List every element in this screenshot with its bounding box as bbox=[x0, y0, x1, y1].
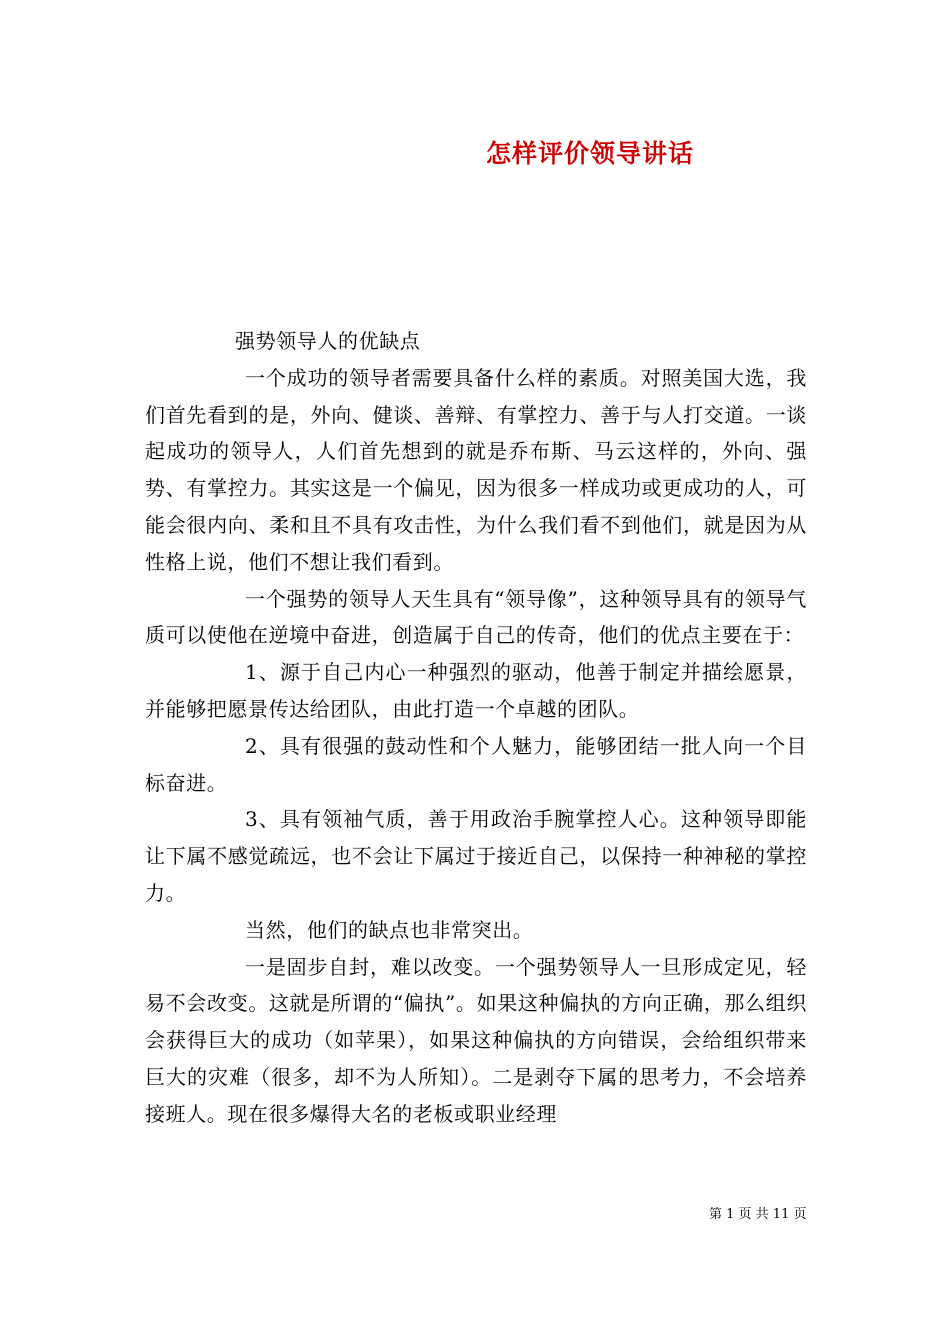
document-body bbox=[145, 323, 807, 1133]
section-heading: 强势领导人的优缺点 bbox=[235, 329, 421, 353]
list-item: 3、具有领袖气质，善于用政治手腕掌控人心。这种领导即能让下属不感觉疏远，也不会让下属过于接近自己，以保持一种神秘的掌控力。 bbox=[145, 807, 807, 905]
paragraph: 一是固步自封，难以改变。一个强势领导人一旦形成定见，轻易不会改变。这就是所谓的“偏执”。如果这种偏执的方向正确，那么组织会获得巨大的成功（如苹果），如果这种偏执的方向错误，会给组织带来巨大的灾难（很多，却不为人所知）。二是剥夺下属的思考力，不会培养接班人。现在很多爆得大名的老板或职业经理 bbox=[145, 954, 807, 1126]
list-item: 2、具有很强的鼓动性和个人魅力，能够团结一批人向一个目标奋进。 bbox=[145, 733, 807, 795]
paragraph: 当然，他们的缺点也非常突出。 bbox=[245, 917, 534, 942]
paragraph: 一个强势的领导人天生具有“领导像”，这种领导具有的领导气质可以使他在逆境中奋进，创造属于自己的传奇，他们的优点主要在于： bbox=[145, 586, 807, 648]
page-number-footer: 第 1 页 共 11 页 bbox=[709, 1207, 807, 1222]
paragraph: 一个成功的领导者需要具备什么样的素质。对照美国大选，我们首先看到的是，外向、健谈、善辩、有掌控力、善于与人打交道。一谈起成功的领导人，人们首先想到的就是乔布斯、马云这样的，外向、强势、有掌控力。其实这是一个偏见，因为很多一样成功或更成功的人，可能会很内向、柔和且不具有攻击性，为什么我们看不到他们，就是因为从性格上说，他们不想让我们看到。 bbox=[145, 365, 807, 574]
list-item: 1、源于自己内心一种强烈的驱动，他善于制定并描绘愿景，并能够把愿景传达给团队，由此打造一个卓越的团队。 bbox=[145, 660, 807, 721]
document-title: 怎样评价领导讲话 bbox=[485, 139, 694, 168]
